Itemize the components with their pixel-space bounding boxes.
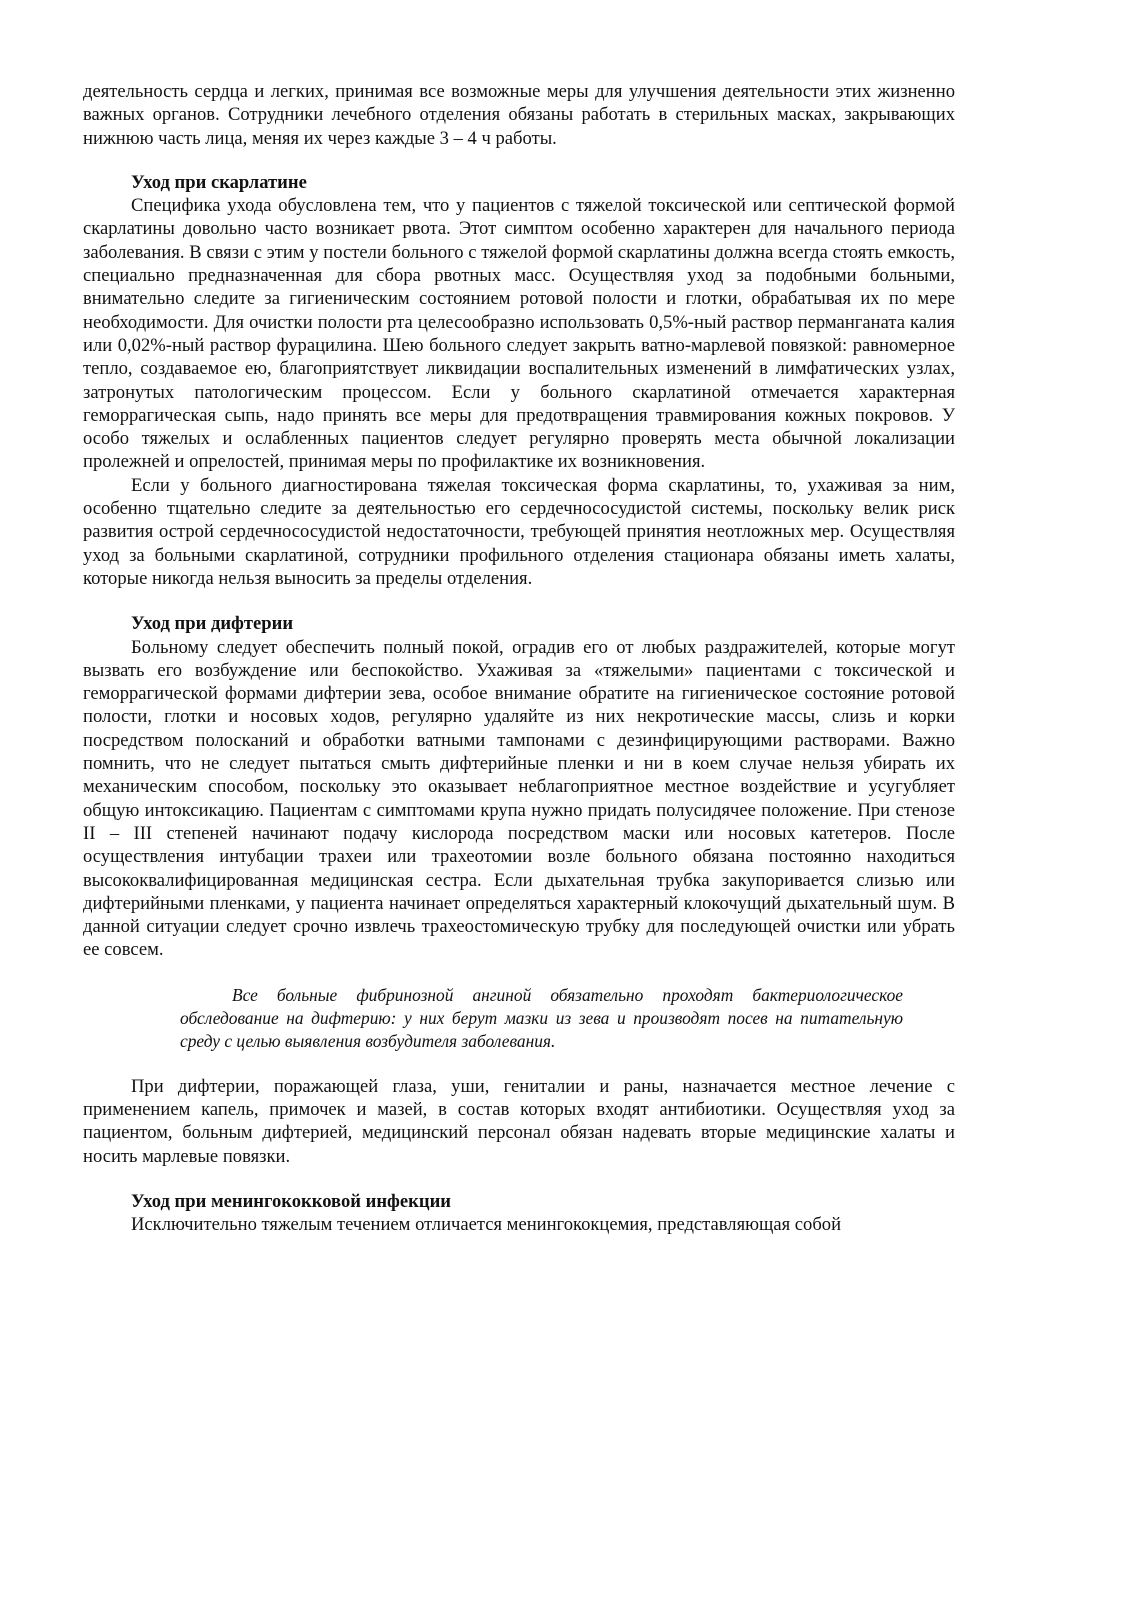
diphtheria-paragraph-2: При дифтерии, поражающей глаза, уши, гениталии и раны, назначается местное лечение с применением капель, примочек и мазей, в состав которых входят антибиотики. Осуществляя уход за пациентом, больным дифтерией, медицинский персонал обязан надевать вторые медицинские халаты и носить марлевые повязки. [83,1075,955,1167]
diphtheria-heading: Уход при дифтерии [131,613,294,635]
intro-paragraph: деятельность сердца и легких, принимая все возможные меры для улучшения деятельности этих жизненно важных органов. Сотрудники лечебного отделения обязаны работать в стерильных масках, закрывающих нижнюю часть лица, меняя их через каждые 3 – 4 ч работы. [83,81,955,149]
document-page [83,80,955,1236]
scarlet-fever-paragraph-1: Специфика ухода обусловлена тем, что у пациентов с тяжелой токсической или септической формой скарлатины довольно часто возникает рвота. Этот симптом особенно характерен для начального периода заболевания. В связи с этим у постели больного с тяжелой формой скарлатины должна всегда стоять емкость, специально предназначенная для сбора рвотных масс. Осуществляя уход за подобными больными, внимательно следите за гигиеническим состоянием ротовой полости и глотки, обрабатывая их по мере необходимости. Для очистки полости рта целесообразно использовать 0,5%-ный раствор перманганата калия или 0,02%-ный раствор фурацилина. Шею больного следует закрыть ватно-марлевой повязкой: равномерное тепло, создаваемое ею, благоприятствует ликвидации воспалительных изменений в лимфатических узлах, затронутых патологическим процессом. Если у больного скарлатиной отмечается характерная геморрагическая сыпь, надо принять все меры для предотвращения травмирования кожных покровов. У особо тяжелых и ослабленных пациентов следует регулярно проверять места обычной локализации пролежней и опрелостей, принимая меры по профилактике их возникновения. [83,195,955,473]
diphtheria-note: Все больные фибринозной ангиной обязательно проходят бактериологическое обследование на дифтерию: у них берут мазки из зева и производят посев на питательную среду с целью выявления возбудителя заболевания. [180,984,903,1051]
scarlet-fever-heading: Уход при скарлатине [131,171,307,193]
meningococcal-paragraph-1: Исключительно тяжелым течением отличается менингококцемия, представляющая собой [131,1214,842,1236]
scarlet-fever-paragraph-2: Если у больного диагностирована тяжелая токсическая форма скарлатины, то, ухаживая за ним, особенно тщательно следите за деятельностью его сердечнососудистой системы, поскольку велик риск развития острой сердечнососудистой недостаточности, требующей принятия неотложных мер. Осуществляя уход за больными скарлатиной, сотрудники профильного отделения стационара обязаны иметь халаты, которые никогда нельзя выносить за пределы отделения. [83,474,955,589]
diphtheria-paragraph-1: Больному следует обеспечить полный покой, оградив его от любых раздражителей, которые могут вызвать его возбуждение или беспокойство. Ухаживая за «тяжелыми» пациентами с токсической и геморрагической формами дифтерии зева, особое внимание обратите на гигиеническое состояние ротовой полости, глотки и носовых ходов, регулярно удаляйте из них некротические массы, слизь и корки посредством полосканий и обработки ватными тампонами с дезинфицирующими растворами. Важно помнить, что не следует пытаться смыть дифтерийные пленки и ни в коем случае нельзя убирать их механическим способом, поскольку это оказывает неблагоприятное местное воздействие и усугубляет общую интоксикацию. Пациентам с симптомами крупа нужно придать полусидячее положение. При стенозе II – III степеней начинают подачу кислорода посредством маски или носовых катетеров. После осуществления интубации трахеи или трахеотомии возле больного обязана постоянно находиться высококвалифицированная медицинская сестра. Если дыхательная трубка закупоривается слизью или дифтерийными пленками, у пациента начинает определяться характерный клокочущий дыхательный шум. В данной ситуации следует срочно извлечь трахеостомическую трубку для последующей очистки или убрать ее совсем. [83,636,955,961]
meningococcal-heading: Уход при менингококковой инфекции [131,1190,452,1212]
